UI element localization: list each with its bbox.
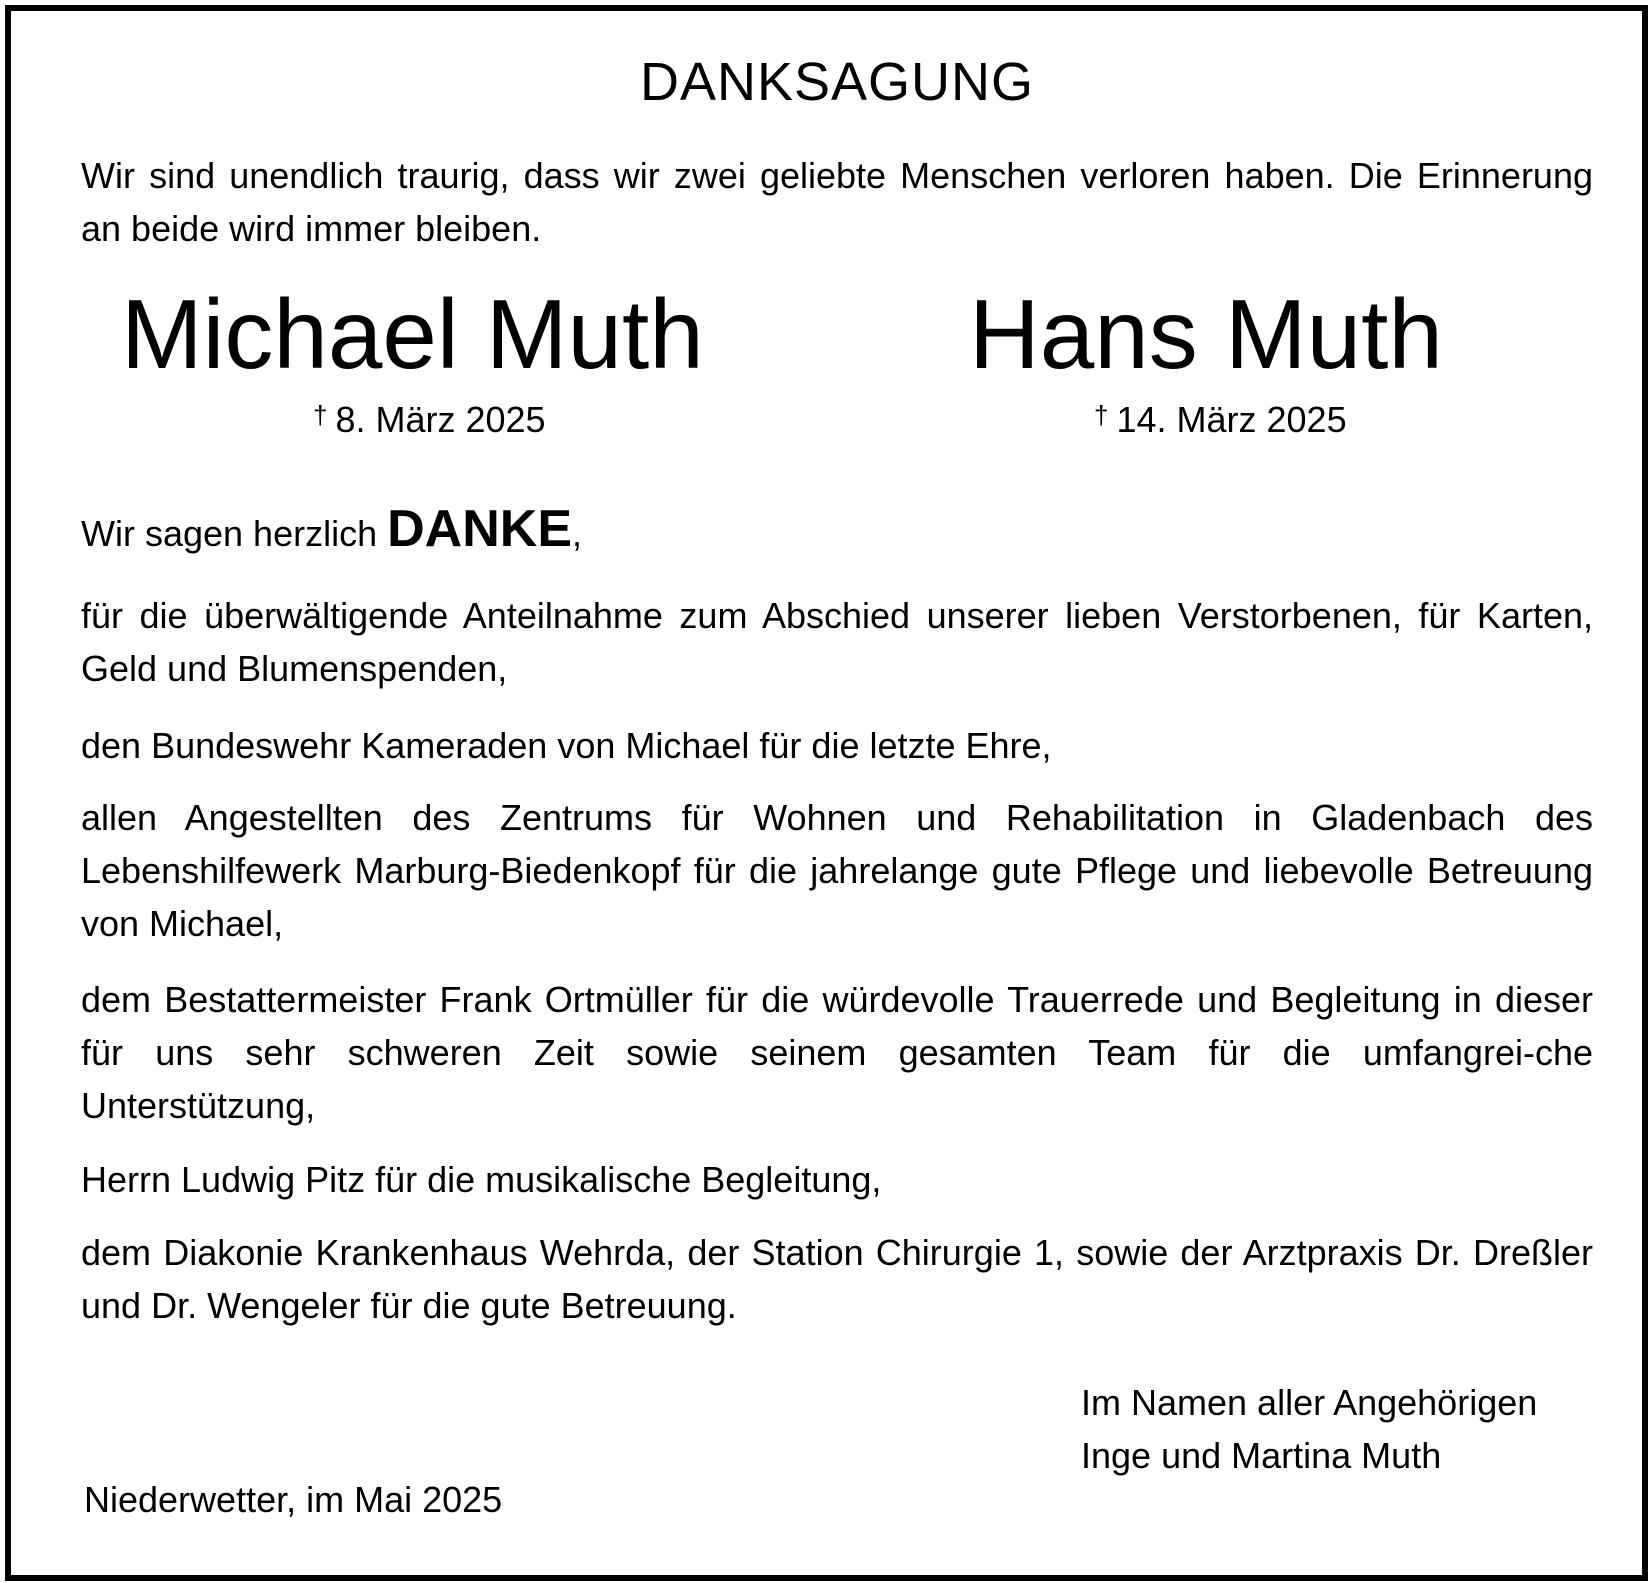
deceased-name-hans: Hans Muth xyxy=(969,279,1443,389)
notice-frame xyxy=(5,5,1648,1581)
thanks-paragraph: für die überwältigende Anteilnahme zum Abschied unserer lieben Verstorbenen, für Karten, Geld und Blumenspenden, xyxy=(81,595,1593,689)
thanks-paragraph: dem Bestattermeister Frank Ortmüller für die würdevolle Trauerrede und Begleitung in dieser für uns sehr schweren Zeit sowie seinem gesamten Team für die umfangrei-che Unterstützung, xyxy=(81,979,1593,1126)
signature-line-1: Im Namen aller Angehörigen xyxy=(1081,1382,1538,1423)
thanks-paragraph: allen Angestellten des Zentrums für Wohnen und Rehabilitation in Gladenbach des Lebenshilfewerk Marburg-Biedenkopf für die jahrelange gute Pflege und liebevolle Betreuung von Michael, xyxy=(81,797,1593,944)
notice-title: DANKSAGUNG xyxy=(639,52,1035,112)
cross-icon: † xyxy=(313,400,328,430)
thanks-paragraph: den Bundeswehr Kameraden von Michael für die letzte Ehre, xyxy=(81,725,1052,766)
death-date-text: 8. März 2025 xyxy=(335,399,546,440)
death-date-hans xyxy=(1094,399,1347,441)
thanks-paragraph: Herrn Ludwig Pitz für die musikalische Begleitung, xyxy=(81,1159,882,1200)
death-date-michael xyxy=(313,399,546,441)
cross-icon: † xyxy=(1094,400,1109,430)
signature-block xyxy=(1081,1376,1537,1482)
thanks-emphasis: DANKE xyxy=(387,500,573,558)
thanks-prefix: Wir sagen herzlich xyxy=(81,513,388,554)
signature-line-2: Inge und Martina Muth xyxy=(1081,1435,1442,1476)
thanks-paragraph: dem Diakonie Krankenhaus Wehrda, der Station Chirurgie 1, sowie der Arztpraxis Dr. Dreßler und Dr. Wengeler für die gute Betreuung. xyxy=(81,1232,1593,1326)
place-date: Niederwetter, im Mai 2025 xyxy=(84,1479,503,1520)
death-date-text: 14. März 2025 xyxy=(1116,399,1347,440)
intro-text: Wir sind unendlich traurig, dass wir zwei geliebte Menschen verloren haben. Die Erinnerung an beide wird immer bleiben. xyxy=(81,155,1593,249)
deceased-name-michael: Michael Muth xyxy=(121,279,704,389)
thanks-line xyxy=(81,499,582,559)
thanks-suffix: , xyxy=(572,513,583,554)
